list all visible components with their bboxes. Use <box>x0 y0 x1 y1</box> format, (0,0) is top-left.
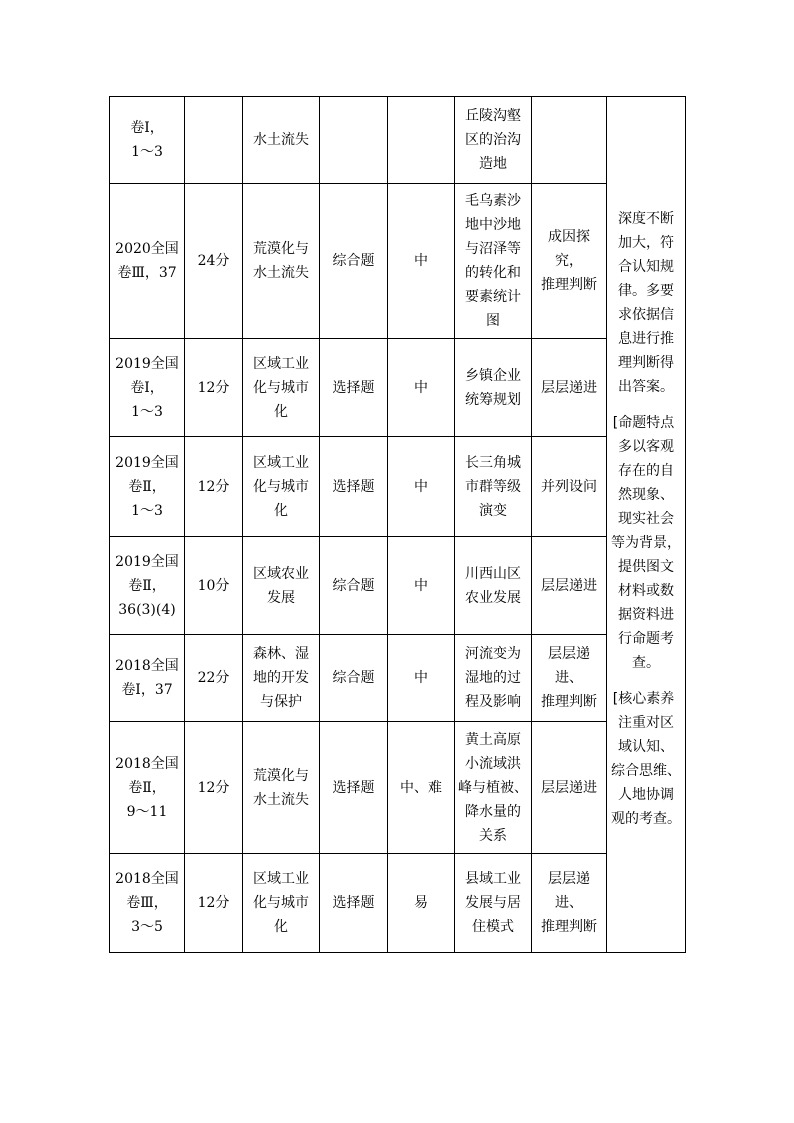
method-cell-line: 层层递进、 <box>548 646 590 686</box>
score-cell <box>185 437 243 537</box>
method-cell <box>532 854 607 953</box>
material-cell-line: 毛乌素沙 <box>465 193 521 209</box>
exam-cell-line: 36(3)(4) <box>118 601 176 618</box>
method-cell <box>532 722 607 854</box>
exam-cell-line: 卷Ⅱ， <box>128 577 166 594</box>
difficulty-cell-text: 中 <box>414 478 428 495</box>
material-cell-line: 程及影响 <box>465 694 521 710</box>
analysis-note-line: 提供图文 <box>618 558 674 575</box>
material-cell-line: 关系 <box>479 827 507 844</box>
analysis-note-line: 求依据信 <box>618 306 674 323</box>
material-cell-line: 区的治沟 <box>465 132 521 148</box>
difficulty-cell <box>388 854 455 953</box>
exam-cell-line: 2018全国 <box>115 871 179 887</box>
topic-cell-line: 森林、湿 <box>253 646 309 662</box>
score-cell <box>185 537 243 635</box>
difficulty-cell <box>388 437 455 537</box>
exam-cell <box>110 339 185 437</box>
method-cell-line: 推理判断 <box>541 694 597 710</box>
analysis-note-line: 律。多要 <box>618 282 674 299</box>
topic-cell-line: 化 <box>274 502 288 519</box>
table-row <box>110 854 686 953</box>
table-row <box>110 722 686 854</box>
material-cell-line: 要素统计 <box>465 289 521 305</box>
score-cell-text: 22分 <box>197 670 230 686</box>
topic-cell-line: 荒漠化与 <box>253 767 309 784</box>
score-cell <box>185 635 243 722</box>
material-cell-line: 与沼泽等 <box>465 241 521 257</box>
difficulty-cell <box>388 537 455 635</box>
material-cell-line: 住模式 <box>472 919 514 935</box>
material-cell <box>455 537 532 635</box>
topic-cell-line: 化 <box>274 403 288 420</box>
analysis-note-line: 存在的自 <box>618 462 674 479</box>
difficulty-cell <box>388 184 455 339</box>
difficulty-cell-text: 中 <box>414 253 428 269</box>
material-cell-line: 长三角城 <box>465 454 521 471</box>
exam-cell <box>110 437 185 537</box>
analysis-note-line: 现实社会 <box>618 510 674 527</box>
question-type-cell <box>320 437 388 537</box>
question-type-cell-text: 综合题 <box>332 253 375 269</box>
question-type-cell-text: 综合题 <box>332 670 375 686</box>
method-cell <box>532 184 607 339</box>
analysis-note-line: 人地协调 <box>618 786 674 803</box>
difficulty-cell <box>388 339 455 437</box>
question-type-cell-text: 选择题 <box>332 379 375 396</box>
analysis-note-block <box>610 687 682 831</box>
topic-cell-line: 水土流失 <box>253 791 309 808</box>
exam-cell-line: 2019全国 <box>115 454 179 471</box>
analysis-note-line: 出答案。 <box>618 378 674 395</box>
question-type-cell <box>320 339 388 437</box>
method-cell <box>532 635 607 722</box>
topic-cell-line: 化 <box>274 919 288 935</box>
exam-cell-line: 卷Ⅰ，37 <box>121 682 173 698</box>
material-cell <box>455 339 532 437</box>
table-row <box>110 339 686 437</box>
material-cell <box>455 635 532 722</box>
analysis-note-line: 理判断得 <box>618 354 674 371</box>
question-type-cell <box>320 537 388 635</box>
topic-cell <box>243 339 320 437</box>
exam-cell-line: 2020全国 <box>115 241 179 257</box>
analysis-note-line: 多以客观 <box>618 438 674 455</box>
material-cell-line: 峰与植被、 <box>458 779 528 796</box>
table-row <box>110 97 686 184</box>
topic-cell <box>243 854 320 953</box>
exam-cell-line: 1～3 <box>131 144 163 160</box>
analysis-note-line: 查。 <box>632 654 660 671</box>
topic-cell <box>243 722 320 854</box>
method-cell-line: 推理判断 <box>541 919 597 935</box>
difficulty-cell-text: 中 <box>414 379 428 396</box>
score-cell-text: 12分 <box>197 379 230 396</box>
method-cell-line: 层层递进 <box>541 379 597 396</box>
score-cell-text: 12分 <box>197 895 230 911</box>
topic-cell <box>243 97 320 184</box>
material-cell <box>455 437 532 537</box>
exam-cell-line: 卷Ⅲ，37 <box>117 265 177 281</box>
exam-cell <box>110 722 185 854</box>
analysis-note-line: 行命题考 <box>618 630 674 647</box>
material-cell <box>455 184 532 339</box>
method-cell <box>532 97 607 184</box>
material-cell <box>455 97 532 184</box>
material-cell-line: 地中沙地 <box>465 217 521 233</box>
material-cell-line: 丘陵沟壑 <box>465 108 521 124</box>
question-type-cell <box>320 722 388 854</box>
material-cell <box>455 722 532 854</box>
material-cell-line: 图 <box>486 313 500 329</box>
analysis-note-block <box>610 411 682 675</box>
material-cell-line: 农业发展 <box>465 589 521 606</box>
analysis-note-line: 域认知、 <box>618 738 674 755</box>
exam-analysis-table <box>109 96 686 953</box>
topic-cell-line: 区域工业 <box>253 871 309 887</box>
question-type-cell <box>320 635 388 722</box>
exam-cell-line: 2019全国 <box>115 553 179 570</box>
difficulty-cell <box>388 97 455 184</box>
score-cell-text: 12分 <box>197 779 230 796</box>
difficulty-cell <box>388 635 455 722</box>
material-cell-line: 县域工业 <box>465 871 521 887</box>
method-cell <box>532 339 607 437</box>
difficulty-cell-text: 中 <box>414 577 428 594</box>
exam-cell-line: 2019全国 <box>115 355 179 372</box>
exam-cell-line: 卷Ⅱ， <box>128 779 166 796</box>
exam-cell-line: 3～5 <box>131 919 163 935</box>
topic-cell-line: 化与城市 <box>253 895 309 911</box>
exam-cell-line: 卷Ⅲ， <box>126 895 168 911</box>
exam-cell-line: 卷Ⅰ， <box>130 120 164 136</box>
exam-cell <box>110 184 185 339</box>
material-cell-line: 演变 <box>479 502 507 519</box>
topic-cell-line: 与保护 <box>260 694 302 710</box>
score-cell <box>185 339 243 437</box>
material-cell-line: 乡镇企业 <box>465 367 521 384</box>
exam-cell <box>110 635 185 722</box>
question-type-cell-text: 选择题 <box>332 779 375 796</box>
material-cell-line: 造地 <box>479 156 507 172</box>
method-cell-line: 并列设问 <box>541 478 597 495</box>
material-cell-line: 湿地的过 <box>465 670 521 686</box>
topic-cell-line: 区域农业 <box>253 565 309 582</box>
score-cell <box>185 97 243 184</box>
material-cell-line: 统筹规划 <box>465 391 521 408</box>
method-cell-line: 层层递进 <box>541 577 597 594</box>
analysis-notes-cell <box>607 97 686 953</box>
table-body <box>110 97 686 953</box>
difficulty-cell-text: 中 <box>414 670 428 686</box>
analysis-note-line: 深度不断 <box>618 210 674 227</box>
exam-cell-line: 卷Ⅱ， <box>128 478 166 495</box>
exam-cell-line: 1～3 <box>131 502 163 519</box>
analysis-note-line: [核心素养 <box>612 690 675 707</box>
score-cell <box>185 854 243 953</box>
material-cell-line: 河流变为 <box>465 646 521 662</box>
question-type-cell <box>320 184 388 339</box>
topic-cell-line: 化与城市 <box>253 478 309 495</box>
topic-cell-line: 荒漠化与 <box>253 241 309 257</box>
analysis-note-line: 然现象、 <box>618 486 674 503</box>
exam-cell-line: 2018全国 <box>115 755 179 772</box>
question-type-cell-text: 综合题 <box>332 577 375 594</box>
material-cell <box>455 854 532 953</box>
material-cell-line: 川西山区 <box>465 565 521 582</box>
topic-cell-line: 化与城市 <box>253 379 309 396</box>
topic-cell-line: 区域工业 <box>253 454 309 471</box>
topic-cell-line: 地的开发 <box>253 670 309 686</box>
material-cell-line: 的转化和 <box>465 265 521 281</box>
exam-cell <box>110 537 185 635</box>
analysis-note-line: [命题特点 <box>612 414 675 431</box>
exam-cell-line: 1～3 <box>131 403 163 420</box>
table-row <box>110 184 686 339</box>
topic-cell <box>243 635 320 722</box>
topic-cell-line: 发展 <box>267 589 295 606</box>
question-type-cell <box>320 854 388 953</box>
score-cell <box>185 184 243 339</box>
analysis-note-line: 综合思维、 <box>611 762 681 779</box>
exam-cell-line: 9～11 <box>126 803 168 820</box>
score-cell-text: 24分 <box>197 253 230 269</box>
question-type-cell-text: 选择题 <box>332 895 375 911</box>
difficulty-cell-text: 易 <box>414 895 428 911</box>
table-row <box>110 437 686 537</box>
material-cell-line: 小流域洪 <box>465 755 521 772</box>
method-cell-line: 成因探究， <box>548 229 590 269</box>
exam-cell <box>110 97 185 184</box>
analysis-note-line: 注重对区 <box>618 714 674 731</box>
analysis-note-line: 材料或数 <box>618 582 674 599</box>
topic-cell-line: 水土流失 <box>253 265 309 281</box>
analysis-note-line: 息进行推 <box>618 330 674 347</box>
method-cell-line: 推理判断 <box>541 277 597 293</box>
difficulty-cell-text: 中、难 <box>400 779 442 796</box>
topic-cell <box>243 184 320 339</box>
score-cell <box>185 722 243 854</box>
score-cell-text: 12分 <box>197 478 230 495</box>
material-cell-line: 发展与居 <box>465 895 521 911</box>
analysis-note-line: 观的考查。 <box>611 810 681 827</box>
analysis-note-block <box>610 207 682 399</box>
exam-cell-line: 2018全国 <box>115 658 179 674</box>
exam-cell <box>110 854 185 953</box>
table-row <box>110 635 686 722</box>
method-cell <box>532 537 607 635</box>
table-row <box>110 537 686 635</box>
score-cell-text: 10分 <box>197 577 230 594</box>
analysis-note-line: 加大，符 <box>618 234 674 251</box>
method-cell <box>532 437 607 537</box>
material-cell-line: 黄土高原 <box>465 731 521 748</box>
difficulty-cell <box>388 722 455 854</box>
method-cell-line: 层层递进 <box>541 779 597 796</box>
material-cell-line: 市群等级 <box>465 478 521 495</box>
topic-cell-line: 水土流失 <box>253 132 309 148</box>
question-type-cell-text: 选择题 <box>332 478 375 495</box>
topic-cell <box>243 537 320 635</box>
topic-cell-line: 区域工业 <box>253 355 309 372</box>
material-cell-line: 降水量的 <box>465 803 521 820</box>
analysis-note-line: 据资料进 <box>618 606 674 623</box>
analysis-note-line: 等为背景， <box>611 534 681 551</box>
topic-cell <box>243 437 320 537</box>
method-cell-line: 层层递进、 <box>548 871 590 911</box>
question-type-cell <box>320 97 388 184</box>
analysis-note-line: 合认知规 <box>618 258 674 275</box>
exam-cell-line: 卷Ⅰ， <box>130 379 164 396</box>
